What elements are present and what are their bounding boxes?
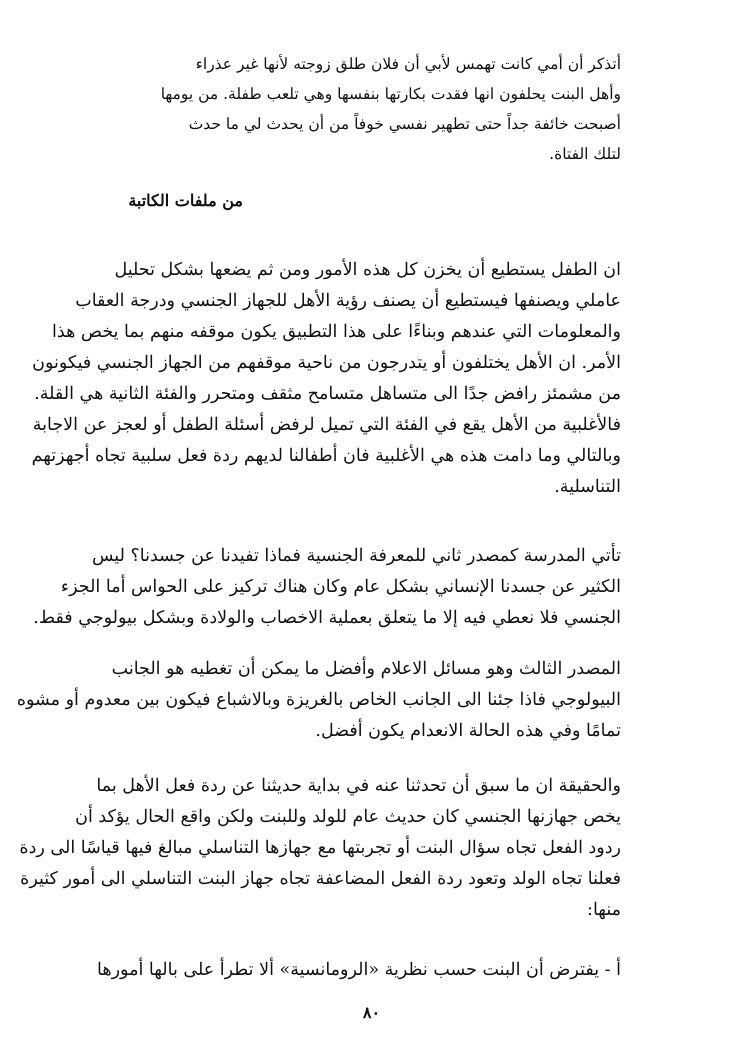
paragraph-line: وبالتالي وما دامت هذه هي الأغلبية فان أطفالنا لديهم ردة فعل سلبية تجاه أجهزتهم bbox=[31, 446, 621, 466]
paragraph bbox=[16, 654, 621, 747]
section-heading: من ملفات الكاتبة bbox=[128, 191, 243, 210]
paragraph-line: ردود الفعل تجاه سؤال البنت أو تجربتها مع جهازها التناسلي مبالغ فيها قياسًا الى ردة bbox=[19, 838, 621, 858]
paragraph-line: فالأغلبية من الأهل يقع في الفئة التي تميل لرفض أسئلة الطفل أو لعجز عن الاجابة bbox=[32, 415, 621, 435]
paragraph-line: عاملي ويصنفها فيستطيع أن يصنف رؤية الأهل للجهاز الجنسي ودرجة العقاب bbox=[75, 291, 621, 311]
paragraph-line: من مشمئز رافض جدًا الى متساهل متسامح مثقف ومتحرر والفئة الثانية هي القلة. bbox=[34, 384, 621, 404]
paragraph-line: التناسلية. bbox=[554, 477, 621, 497]
page-number: ٨٠ bbox=[362, 1003, 381, 1022]
quote-line: أتذكر أن أمي كانت تهمس لأبي أن فلان طلق زوجته لأنها غير عذراء bbox=[195, 55, 621, 73]
paragraph-line: يخص جهازنها الجنسي كان حديث عام للولد وللبنت ولكن واقع الحال يؤكد أن bbox=[75, 807, 621, 827]
list-item bbox=[97, 955, 621, 986]
paragraph-line: فعلنا تجاه الولد وتعود ردة الفعل المضاعفة تجاه جهاز البنت التناسلي الى أمور كثيرة bbox=[20, 869, 621, 889]
quote-line: وأهل البنت يحلفون انها فقدت بكارتها بنفسها وهي تلعب طفلة. من يومها bbox=[160, 85, 621, 103]
paragraph-line: الأمر. ان الأهل يختلفون أو يتدرجون من ناحية موقفهم من الجهاز الجنسي فيكونون bbox=[32, 353, 621, 373]
paragraph-line: البيولوجي فاذا جئنا الى الجانب الخاص بالغريزة وبالاشباع فيكون بين معدوم أو مشوه bbox=[16, 690, 621, 710]
paragraph-line: الجنسي فلا نعطي فيه إلا ما يتعلق بعملية الاخصاب والولادة وبشكل بيولوجي فقط. bbox=[33, 608, 621, 628]
paragraph-line: ان الطفل يستطيع أن يخزن كل هذه الأمور ومن ثم يضعها بشكل تحليل bbox=[114, 260, 621, 280]
paragraph-line: أ - يفترض أن البنت حسب نظرية «الرومانسية» ألا تطرأ على بالها أمورها bbox=[97, 960, 621, 980]
paragraph-line: والحقيقة ان ما سبق أن تحدثنا عنه في بداية حديثنا عن ردة فعل الأهل بما bbox=[96, 776, 621, 796]
paragraph-line: منها: bbox=[587, 900, 621, 920]
paragraph-line: والمعلومات التي عندهم وبناءًا على هذا التطبيق يكون موقفه منهم بما يخص هذا bbox=[52, 322, 621, 342]
quote-line: أصبحت خائفة جداً حتى تطهير نفسي خوفاً من أن يحدث لي ما حدث bbox=[188, 115, 621, 133]
paragraph bbox=[33, 541, 621, 634]
paragraph-line: تأتي المدرسة كمصدر ثاني للمعرفة الجنسية فماذا تفيدنا عن جسدنا؟ ليس bbox=[92, 546, 621, 566]
quote-line: لتلك الفتاة. bbox=[549, 145, 621, 163]
paragraph-line: تمامًا وفي هذه الحالة الانعدام يكون أفضل. bbox=[315, 721, 621, 741]
quote-block bbox=[121, 49, 621, 169]
paragraph-line: المصدر الثالث وهو مسائل الاعلام وأفضل ما يمكن أن تغطيه هو الجانب bbox=[111, 659, 621, 679]
paragraph bbox=[31, 255, 621, 503]
paragraph-line: الكثير عن جسدنا الإنساني بشكل عام وكان هناك تركيز على الحواس أما الجزء bbox=[60, 577, 621, 597]
paragraph bbox=[19, 771, 621, 926]
